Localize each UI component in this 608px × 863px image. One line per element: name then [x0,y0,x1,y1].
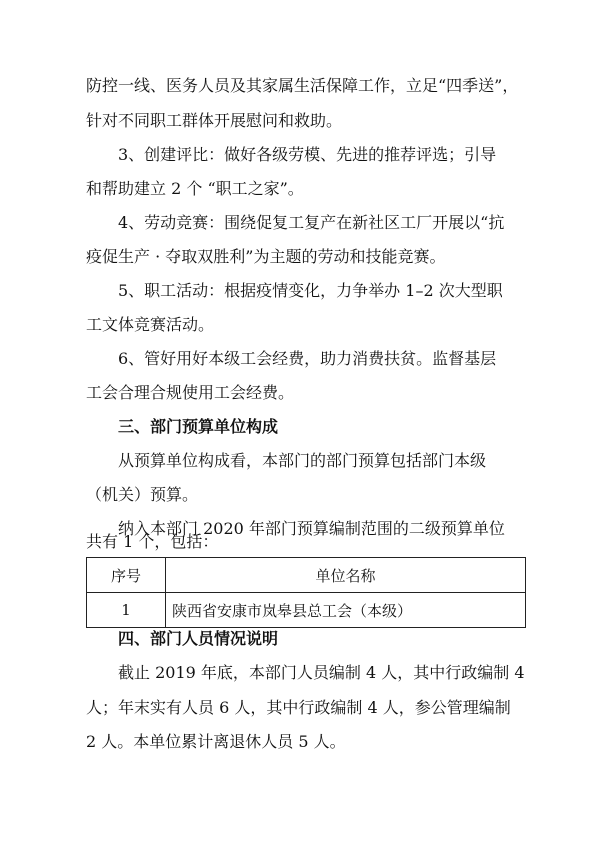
paragraph-line: 从预算单位构成看，本部门的部门预算包括部门本级 [118,451,487,470]
table-row [87,593,526,628]
paragraph-line: 工文体竞赛活动。 [86,315,215,334]
table-cell: 1 [87,593,166,628]
section-heading: 三、部门预算单位构成 [118,417,279,436]
paragraph-line: 纳入本部门 2020 年部门预算编制范围的二级预算单位 [118,519,505,538]
table-cell: 陕西省安康市岚皋县总工会（本级） [166,593,526,628]
paragraph-line: 疫促生产 · 夺取双胜利”为主题的劳动和技能竞赛。 [86,247,446,266]
paragraph-line: 工会合理合规使用工会经费。 [86,383,295,402]
paragraph-line: 4、劳动竞赛：围绕促复工复产在新社区工厂开展以“抗 [118,213,505,232]
table-header-row [87,558,526,593]
paragraph-line: 共有 1 个，包括： [86,532,219,551]
paragraph-line: 和帮助建立 2 个 “职工之家”。 [86,179,304,198]
paragraph-line: 3、创建评比：做好各级劳模、先进的推荐评选；引导 [118,145,497,164]
paragraph-line: 5、职工活动：根据疫情变化，力争举办 1–2 次大型职 [118,281,503,300]
paragraph-line: 人；年末实有人员 6 人，其中行政编制 4 人，参公管理编制 [86,698,511,717]
paragraph-line: 6、管好用好本级工会经费，助力消费扶贫。监督基层 [118,349,497,368]
budget-unit-table [86,557,526,628]
paragraph-line: 针对不同职工群体开展慰问和救助。 [86,111,343,130]
table-header-cell: 单位名称 [166,558,526,593]
table-header-cell: 序号 [87,558,166,593]
paragraph-line: 2 人。本单位累计离退休人员 5 人。 [86,732,346,751]
paragraph-line: 防控一线、医务人员及其家属生活保障工作，立足“四季送”， [86,76,519,95]
section-heading: 四、部门人员情况说明 [118,629,279,648]
paragraph-line: （机关）预算。 [86,485,199,504]
paragraph-line: 截止 2019 年底，本部门人员编制 4 人，其中行政编制 4 [118,663,525,682]
